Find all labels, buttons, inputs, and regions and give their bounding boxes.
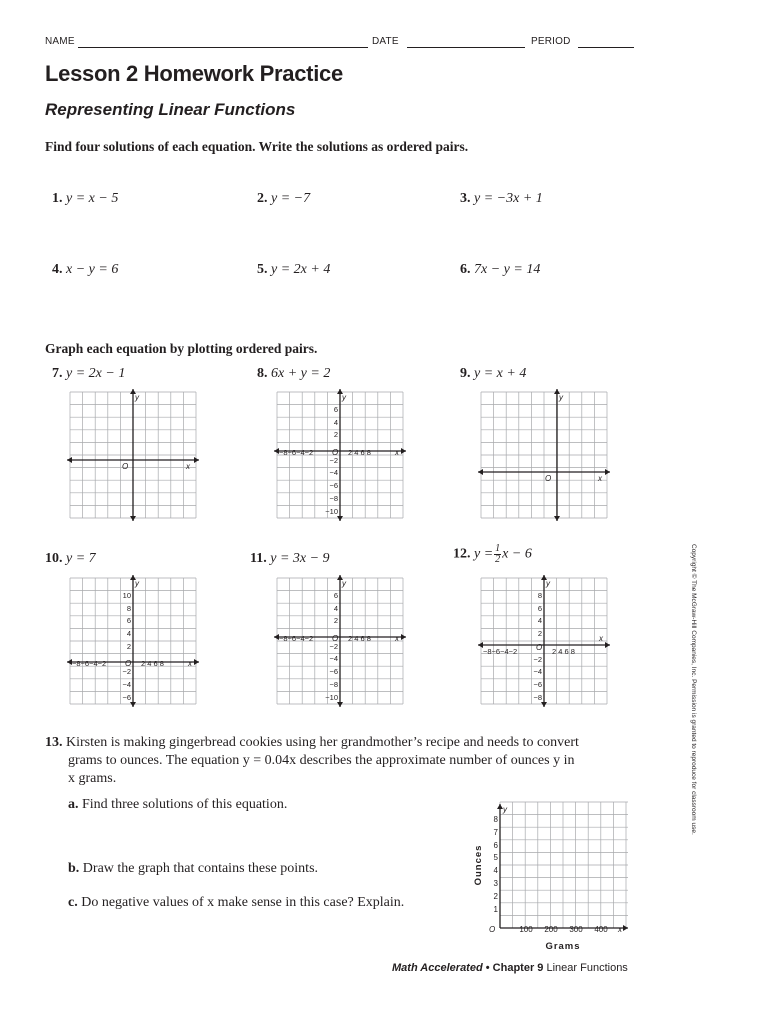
svg-text:4: 4 — [333, 418, 338, 427]
svg-text:5: 5 — [493, 853, 498, 862]
svg-text:6: 6 — [126, 616, 131, 625]
svg-text:−4: −4 — [329, 468, 338, 477]
x-axis-label: x — [618, 925, 622, 934]
graph-problem-8[interactable] — [277, 392, 403, 518]
pos-x-ticks: 2 4 6 8 — [141, 659, 164, 668]
svg-text:100: 100 — [519, 925, 533, 934]
svg-text:2: 2 — [126, 642, 131, 651]
svg-text:−10: −10 — [325, 507, 338, 516]
svg-text:10: 10 — [122, 591, 131, 600]
svg-text:−10: −10 — [325, 693, 338, 702]
pos-x-ticks: 2 4 6 8 — [348, 448, 371, 457]
svg-text:−8: −8 — [329, 494, 338, 503]
origin-label: O — [536, 643, 543, 652]
section2-instruction: Graph each equation by plotting ordered pairs. — [45, 341, 318, 356]
origin-label: O — [332, 634, 339, 643]
svg-text:2: 2 — [333, 430, 338, 439]
svg-text:7: 7 — [493, 828, 498, 837]
y-tick-labels — [122, 591, 131, 702]
name-label: NAME — [45, 36, 75, 47]
graph-problem-13[interactable] — [470, 802, 640, 952]
origin-label: O — [489, 925, 496, 934]
y-axis-label: y — [135, 579, 139, 588]
svg-text:4: 4 — [493, 866, 498, 875]
origin-label: O — [332, 448, 339, 457]
neg-x-ticks: −8−6−4−2 — [279, 448, 314, 457]
problem-13c: c. Do negative values of x make sense in this case? Explain. — [68, 895, 405, 910]
svg-text:1: 1 — [493, 905, 498, 914]
svg-text:8: 8 — [537, 591, 542, 600]
axis-arrows — [497, 804, 628, 931]
page-title: Lesson 2 Homework Practice — [45, 61, 343, 86]
svg-text:−6: −6 — [533, 680, 542, 689]
problem-7: 7. y = 2x − 1 — [52, 366, 126, 381]
problem-6: 6. 7x − y = 14 — [460, 262, 541, 277]
problem-8: 8. 6x + y = 2 — [257, 366, 331, 381]
pos-x-ticks: 2 4 6 8 — [552, 647, 575, 656]
x-axis-label: x — [395, 634, 399, 643]
svg-text:−6: −6 — [329, 481, 338, 490]
y-axis-label: y — [559, 393, 563, 402]
graph-problem-7[interactable] — [70, 392, 196, 518]
y-axis-label: y — [135, 393, 139, 402]
problem-5: 5. y = 2x + 4 — [257, 262, 331, 277]
problem-13-line1: 13. Kirsten is making gingerbread cookies using her grandmother’s recipe and needs to convert — [45, 735, 579, 750]
problem-1: 1. y = x − 5 — [52, 191, 119, 206]
svg-text:8: 8 — [493, 815, 498, 824]
svg-text:200: 200 — [544, 925, 558, 934]
date-label: DATE — [372, 36, 399, 47]
svg-text:−6: −6 — [329, 667, 338, 676]
svg-text:−2: −2 — [122, 667, 131, 676]
svg-text:−2: −2 — [533, 655, 542, 664]
date-field[interactable] — [407, 47, 525, 48]
problem-13a: a. Find three solutions of this equation. — [68, 797, 288, 812]
y-axis-label: y — [546, 579, 550, 588]
pos-x-ticks: 2 4 6 8 — [348, 634, 371, 643]
svg-text:6: 6 — [333, 405, 338, 414]
neg-x-ticks: −8−6−4−2 — [72, 659, 107, 668]
problem-13-line2: grams to ounces. The equation y = 0.04x describes the approximate number of ounces y in — [68, 753, 575, 768]
svg-text:6: 6 — [333, 591, 338, 600]
x-axis-label: x — [598, 474, 602, 483]
svg-text:−2: −2 — [329, 642, 338, 651]
problem-13b: b. Draw the graph that contains these points. — [68, 861, 319, 876]
x-axis-label: x — [599, 634, 603, 643]
y-tick-labels — [494, 815, 499, 914]
origin-label: O — [125, 659, 132, 668]
period-field[interactable] — [578, 47, 634, 48]
svg-text:−6: −6 — [122, 693, 131, 702]
y-axis-label: y — [503, 805, 507, 814]
footer: Math Accelerated • Chapter 9 Linear Functions — [392, 962, 628, 974]
problem-11: 11. y = 3x − 9 — [250, 551, 330, 566]
svg-text:400: 400 — [594, 925, 608, 934]
x-axis-label: x — [186, 462, 190, 471]
svg-text:−8: −8 — [329, 680, 338, 689]
svg-text:−8: −8 — [533, 693, 542, 702]
problem-3: 3. y = −3x + 1 — [460, 191, 543, 206]
copyright-notice: Copyright © The McGraw-Hill Companies, Inc. Permission is granted to reproduce for classroom use. — [690, 544, 697, 835]
y-axis-label: y — [342, 393, 346, 402]
page-subtitle: Representing Linear Functions — [45, 100, 296, 119]
period-label: PERIOD — [531, 36, 571, 47]
problem-4: 4. x − y = 6 — [52, 262, 119, 277]
name-field[interactable] — [78, 47, 368, 48]
y-axis-label: y — [342, 579, 346, 588]
svg-text:4: 4 — [126, 629, 131, 638]
svg-text:4: 4 — [537, 616, 542, 625]
problem-13-line3: x grams. — [68, 771, 117, 786]
x-axis-title: Grams — [545, 941, 581, 952]
x-axis-label: x — [395, 448, 399, 457]
graph-problem-9[interactable] — [481, 392, 607, 518]
graph-problem-11[interactable] — [277, 578, 403, 704]
fraction-one-half: $\frac{1}{2}$ — [495, 543, 501, 565]
problem-9: 9. y = x + 4 — [460, 366, 527, 381]
svg-text:300: 300 — [569, 925, 583, 934]
svg-text:2: 2 — [537, 629, 542, 638]
neg-x-ticks: −8−6−4−2 — [483, 647, 518, 656]
section1-instruction: Find four solutions of each equation. Write the solutions as ordered pairs. — [45, 139, 469, 154]
y-axis-title: Ounces — [473, 844, 484, 886]
problem-12: 12. y = $\frac{1}{2}$ x − 6 — [453, 543, 532, 565]
svg-text:8: 8 — [126, 604, 131, 613]
x-axis-label: x — [188, 659, 192, 668]
problem-2: 2. y = −7 — [257, 191, 311, 206]
svg-text:3: 3 — [493, 879, 498, 888]
grid-lines — [481, 392, 607, 518]
graph-problem-10[interactable] — [70, 578, 196, 704]
svg-text:2: 2 — [333, 616, 338, 625]
svg-text:−2: −2 — [329, 456, 338, 465]
svg-text:4: 4 — [333, 604, 338, 613]
problem-10: 10. y = 7 — [45, 551, 96, 566]
neg-x-ticks: −8−6−4−2 — [279, 634, 314, 643]
x-tick-labels — [519, 925, 608, 934]
svg-text:−4: −4 — [122, 680, 131, 689]
origin-label: O — [545, 474, 552, 483]
origin-label: O — [122, 462, 129, 471]
svg-text:−4: −4 — [329, 654, 338, 663]
graph-problem-12[interactable] — [481, 578, 607, 704]
svg-text:6: 6 — [537, 604, 542, 613]
svg-text:−4: −4 — [533, 667, 542, 676]
grid-lines — [500, 802, 628, 928]
svg-text:2: 2 — [493, 892, 498, 901]
svg-text:6: 6 — [493, 841, 498, 850]
